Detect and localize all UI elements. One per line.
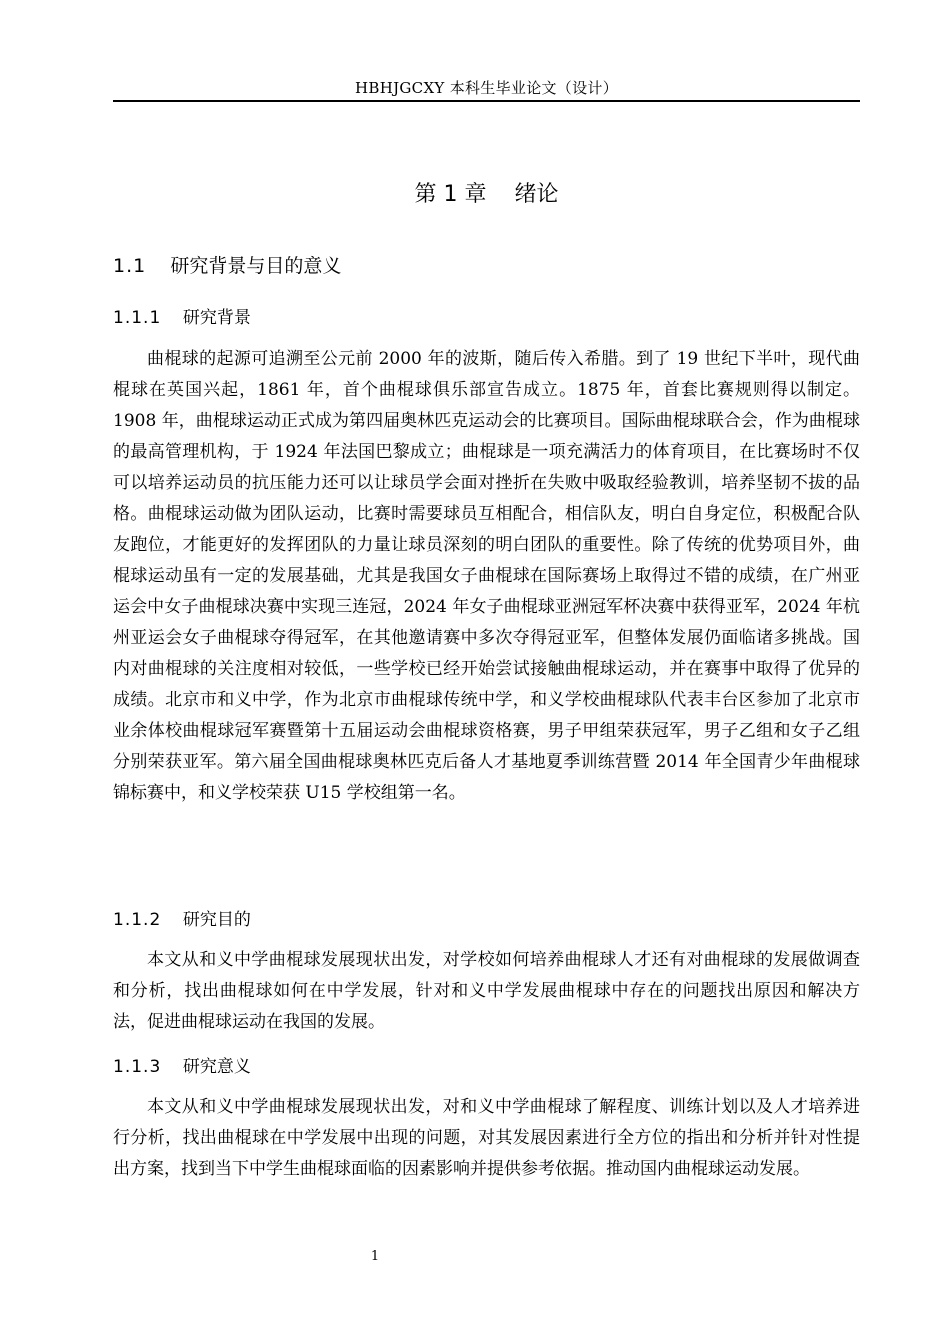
page-number: 1	[370, 1249, 380, 1264]
subsection-heading-1-1-3	[113, 1055, 860, 1079]
subsection-heading-1-1-2	[113, 908, 860, 932]
subsection-title: 研究背景	[182, 308, 251, 328]
running-header: HBHJGCXY 本科生毕业论文（设计）	[354, 79, 618, 97]
paragraph-research-purpose: 本文从和义中学曲棍球发展现状出发，对学校如何培养曲棍球人才还有对曲棍球的发展做调查和分析，找出曲棍球如何在中学发展，针对和义中学发展曲棍球中存在的问题找出原因和解决方法，促进曲棍球运动在我国的发展。	[113, 950, 860, 1032]
section-number: 1.1	[113, 255, 147, 277]
chapter-title: 第 1 章 绪论	[414, 182, 559, 207]
header-rule	[113, 100, 860, 102]
paragraph-research-background: 曲棍球的起源可追溯至公元前 2000 年的波斯，随后传入希腊。到了 19 世纪下半叶，现代曲棍球在英国兴起，1861 年，首个曲棍球俱乐部宣告成立。1875 年，首套比赛规则得以制定。1908 年，曲棍球运动正式成为第四届奥林匹克运动会的比赛项目。国际曲棍球联合会，作为曲棍球的最高管理机构，于 1924 年法国巴黎成立；曲棍球是一项充满活力的体育项目，在比赛场时不仅可以培养运动员的抗压能力还可以让球员学会面对挫折在失败中吸取经验教训，培养坚韧不拔的品格。曲棍球运动做为团队运动，比赛时需要球员互相配合，相信队友，明白自身定位，积极配合队友跑位，才能更好的发挥团队的力量让球员深刻的明白团队的重要性。除了传统的优势项目外，曲棍球运动虽有一定的发展基础，尤其是我国女子曲棍球在国际赛场上取得过不错的成绩，在广州亚运会中女子曲棍球决赛中实现三连冠，2024 年女子曲棍球亚洲冠军杯决赛中获得亚军，2024 年杭州亚运会女子曲棍球夺得冠军，在其他邀请赛中多次夺得冠亚军，但整体发展仍面临诸多挑战。国内对曲棍球的关注度相对较低，一些学校已经开始尝试接触曲棍球运动，并在赛事中取得了优异的成绩。北京市和义中学，作为北京市曲棍球传统中学，和义学校曲棍球队代表丰台区参加了北京市业余体校曲棍球冠军赛暨第十五届运动会曲棍球资格赛，男子甲组荣获冠军，男子乙组和女子乙组分别荣获亚军。第六届全国曲棍球奥林匹克后备人才基地夏季训练营暨 2014 年全国青少年曲棍球锦标赛中，和义学校荣获 U15 学校组第一名。	[113, 349, 860, 803]
subsection-number: 1.1.1	[113, 308, 162, 328]
subsection-heading-1-1-1	[113, 306, 860, 330]
paragraph-research-significance: 本文从和义中学曲棍球发展现状出发，对和义中学曲棍球了解程度、训练计划以及人才培养进行分析，找出曲棍球在中学发展中出现的问题，对其发展因素进行全方位的指出和分析并针对性提出方案，找到当下中学生曲棍球面临的因素影响并提供参考依据。推动国内曲棍球运动发展。	[113, 1097, 860, 1179]
subsection-number: 1.1.3	[113, 1057, 162, 1077]
subsection-number: 1.1.2	[113, 910, 162, 930]
section-heading-1-1	[113, 253, 860, 279]
subsection-title: 研究目的	[182, 910, 251, 930]
section-title: 研究背景与目的意义	[170, 255, 342, 277]
subsection-title: 研究意义	[182, 1057, 251, 1077]
